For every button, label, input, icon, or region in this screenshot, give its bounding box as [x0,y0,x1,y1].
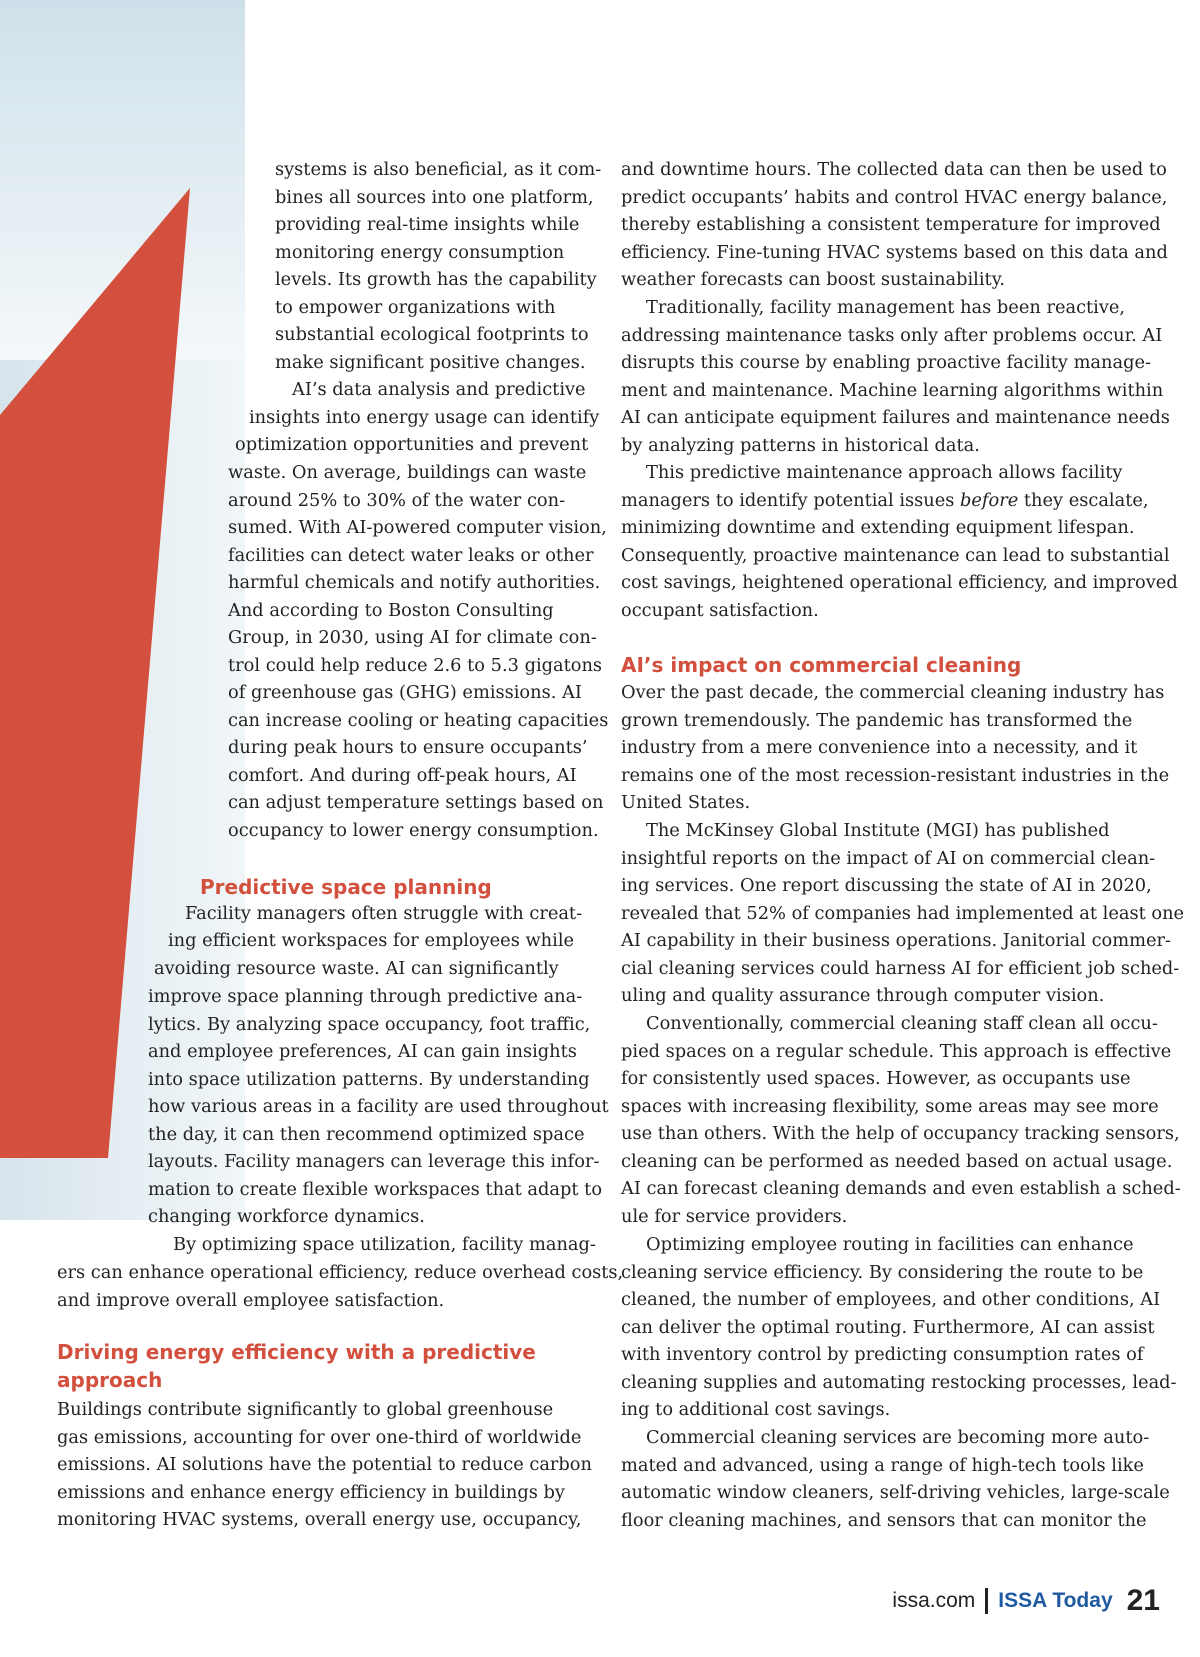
left-paragraph-2-rest: waste. On average, buildings can waste around 25% to 30% of the water con- sumed. With AI-powered computer vision, facilities can detect water leaks or other harmful chemicals and notify authorities. And according to Boston Consulting Group, in 2030, using AI for climate con- trol could help reduce 2.6 to 5.3 gigatons of greenhouse gas (GHG) emissions. AI can increase cooling or heating capacities during peak hours to ensure occupants’ comfort. And during off-peak hours, AI can adjust temperature settings based on occupancy to lower energy consumption. [228,462,609,841]
right-paragraph-5: The McKinsey Global Institute (MGI) has published insightful reports on the impact of AI on commercial clean- ing services. One report discussing the state of AI in 2020, revealed that 52% of companies had implemented at least one AI capability in their business operations. Janitorial commer- cial cleaning services could harness AI for efficient job sched- uling and quality assurance through computer vision. [621,820,1185,1006]
left-paragraph-4-line-1: By optimizing space utilization, facility manag- [173,1234,596,1255]
page-footer [892,1584,1160,1618]
right-paragraph-3-emphasis: before [960,489,1019,511]
page-number: 21 [1126,1584,1160,1617]
right-paragraph-2: Traditionally, facility management has been reactive, addressing maintenance tasks only after problems occur. AI disrupts this course by enabling proactive facility manage- ment and maintenance. Machine learning algorithms within AI can anticipate equipment failures and maintenance needs by analyzing patterns in historical data. [621,297,1170,456]
footer-magazine-name: ISSA Today [998,1589,1113,1612]
heading-driving-energy-efficiency: Driving energy efficiency with a predictive approach [57,1340,536,1392]
right-paragraph-4: Over the past decade, the commercial cleaning industry has grown tremendously. The pandemic has transformed the industry from a mere convenience into a necessity, and it remains one of the most recession-resistant industries in the United States. [621,682,1170,813]
left-paragraph-3-line-3: avoiding resource waste. AI can significantly [154,958,559,979]
left-paragraph-2-line-3: optimization opportunities and prevent [235,434,589,455]
right-paragraph-3-text-b: they escalate, minimizing downtime and extending equipment lifespan. Consequently, proactive maintenance can lead to substantial cost savings, heightened operational efficiency, and improved occupant satisfaction. [621,489,1178,621]
right-paragraph-6: Conventionally, commercial cleaning staff clean all occu- pied spaces on a regular schedule. This approach is effective for consistently used spaces. However, as occupants use spaces with increasing flexibility, some areas may see more use than others. With the help of occupancy tracking sensors, cleaning can be performed as needed based on actual usage. AI can forecast cleaning demands and even establish a sched- ule for service providers. [621,1013,1181,1227]
left-paragraph-3-line-2: ing efficient workspaces for employees while [168,930,575,951]
right-paragraph-3 [621,459,1178,624]
heading-ai-impact-commercial-cleaning: AI’s impact on commercial cleaning [621,653,1022,677]
left-paragraph-1: systems is also beneficial, as it com- bines all sources into one platform, providing real-time insights while monitoring energy consumption levels. Its growth has the capability to empower organizations with substantial ecological footprints to make significant positive changes. [275,159,602,373]
left-paragraph-4-rest: ers can enhance operational efficiency, reduce overhead costs, and improve overall employee satisfaction. [57,1262,624,1311]
left-paragraph-3-line-1: Facility managers often struggle with creat- [185,903,583,924]
right-paragraph-3-text-a: This predictive maintenance approach allows facility managers to identify potential issues [621,462,1123,511]
left-paragraph-2-line-1: AI’s data analysis and predictive [292,379,586,400]
right-paragraph-8: Commercial cleaning services are becoming more auto- mated and advanced, using a range of high-tech tools like automatic window cleaners, self-driving vehicles, large-scale floor cleaning machines, and sensors that can monitor the [621,1427,1170,1531]
footer-divider [985,1588,988,1614]
heading-predictive-space-planning: Predictive space planning [200,875,492,899]
right-paragraph-1: and downtime hours. The collected data can then be used to predict occupants’ habits and control HVAC energy balance, thereby establishing a consistent temperature for improved efficiency. Fine-tuning HVAC systems based on this data and weather forecasts can boost sustainability. [621,159,1168,290]
right-paragraph-7: Optimizing employee routing in facilities can enhance cleaning service efficiency. By considering the route to be cleaned, the number of employees, and other conditions, AI can deliver the optimal routing. Furthermore, AI can assist with inventory control by predicting consumption rates of cleaning supplies and automating restocking processes, lead- ing to additional cost savings. [621,1234,1177,1420]
left-paragraph-3-rest: improve space planning through predictive ana- lytics. By analyzing space occupancy, foot traffic, and employee preferences, AI can gain insights into space utilization patterns. By understanding how various areas in a facility are used throughout the day, it can then recommend optimized space layouts. Facility managers can leverage this infor- mation to create flexible workspaces that adapt to changing workforce dynamics. [148,986,609,1227]
footer-site-link[interactable]: issa.com [892,1589,976,1612]
left-paragraph-5: Buildings contribute significantly to global greenhouse gas emissions, accounting for over one-third of worldwide emissions. AI solutions have the potential to reduce carbon emissions and enhance energy efficiency in buildings by monitoring HVAC systems, overall energy use, occupancy, [57,1399,592,1530]
left-paragraph-2-line-2: insights into energy usage can identify [249,407,600,428]
